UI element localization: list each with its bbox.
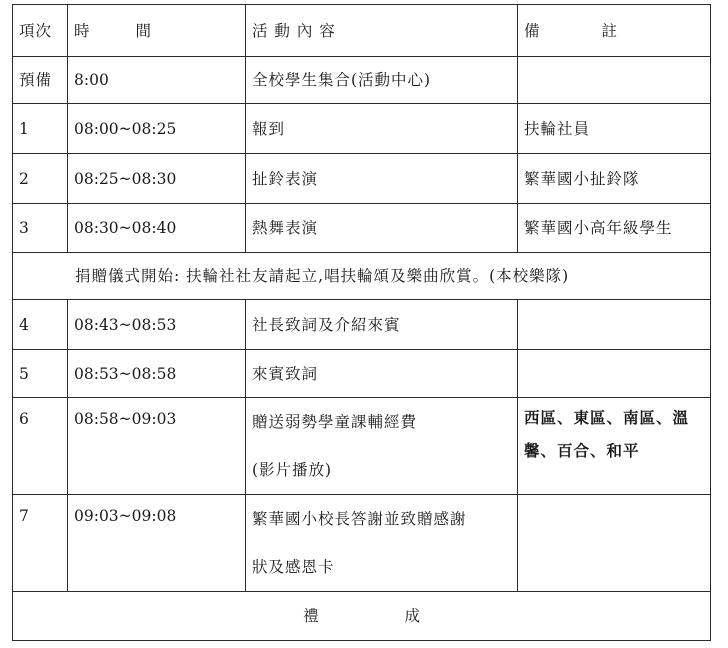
row-no: 預備 — [13, 57, 68, 104]
row-content: 全校學生集合(活動中心) — [246, 57, 518, 104]
row-time: 08:58~09:03 — [68, 398, 246, 495]
row-remarks: 扶輪社員 — [518, 104, 711, 154]
row-content: 社長致詞及介紹來賓 — [246, 300, 518, 350]
row-content: 熱舞表演 — [246, 204, 518, 253]
row-remarks: 西區、東區、南區、溫馨、百合、和平 — [518, 398, 711, 495]
row-content: 扯鈴表演 — [246, 154, 518, 204]
closing-text: 禮 成 — [13, 592, 711, 641]
row-remarks: 繁華國小扯鈴隊 — [518, 154, 711, 204]
schedule-table — [12, 4, 711, 641]
row-no: 3 — [13, 204, 68, 253]
content-line-1: 繁華國小校長答謝並致贈感謝 — [252, 510, 467, 528]
header-remarks: 備 註 — [518, 5, 711, 57]
row-time: 08:00~08:25 — [68, 104, 246, 154]
row-time: 08:43~08:53 — [68, 300, 246, 350]
header-row — [13, 5, 711, 57]
row-time: 08:53~08:58 — [68, 350, 246, 398]
table-row — [13, 398, 711, 495]
row-no: 1 — [13, 104, 68, 154]
row-content: 報到 — [246, 104, 518, 154]
content-line-1: 贈送弱勢學童課輔經費 — [252, 413, 418, 431]
table-row — [13, 204, 711, 253]
header-time: 時 間 — [68, 5, 246, 57]
table-row — [13, 57, 711, 104]
table-row — [13, 300, 711, 350]
content-line-2: 狀及感恩卡 — [252, 558, 335, 576]
row-time: 08:25~08:30 — [68, 154, 246, 204]
table-row — [13, 350, 711, 398]
header-no: 項次 — [13, 5, 68, 57]
table-row — [13, 154, 711, 204]
row-no: 2 — [13, 154, 68, 204]
row-remarks — [518, 495, 711, 592]
row-time: 09:03~09:08 — [68, 495, 246, 592]
ceremony-row — [13, 253, 711, 300]
table-row — [13, 104, 711, 154]
closing-row — [13, 592, 711, 641]
row-content — [246, 495, 518, 592]
row-content: 來賓致詞 — [246, 350, 518, 398]
row-remarks — [518, 300, 711, 350]
row-no: 4 — [13, 300, 68, 350]
row-time: 08:30~08:40 — [68, 204, 246, 253]
row-content — [246, 398, 518, 495]
row-time: 8:00 — [68, 57, 246, 104]
row-no: 6 — [13, 398, 68, 495]
row-no: 5 — [13, 350, 68, 398]
row-remarks — [518, 57, 711, 104]
row-remarks: 繁華國小高年級學生 — [518, 204, 711, 253]
row-no: 7 — [13, 495, 68, 592]
row-remarks — [518, 350, 711, 398]
ceremony-banner: 捐贈儀式開始: 扶輪社社友請起立,唱扶輪頌及樂曲欣賞。(本校樂隊) — [13, 253, 711, 300]
table-row — [13, 495, 711, 592]
header-content: 活 動 內 容 — [246, 5, 518, 57]
content-line-2: (影片播放) — [252, 461, 333, 479]
